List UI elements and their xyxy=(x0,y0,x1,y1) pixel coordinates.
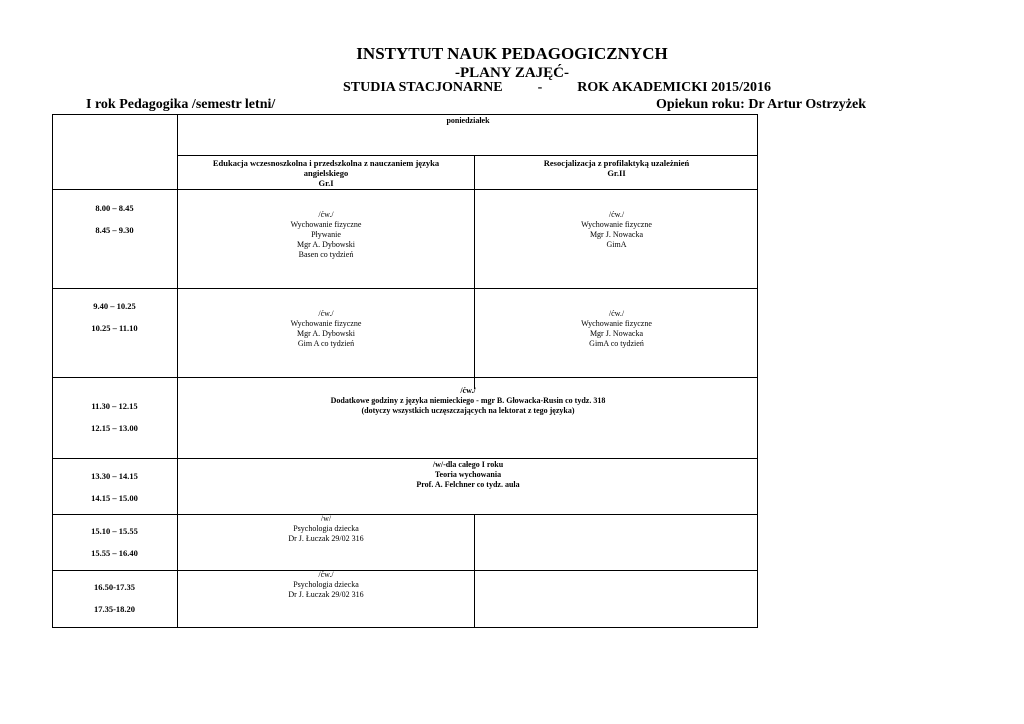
group-1-line2: angielskiego xyxy=(303,168,349,178)
time-slot-2b: 10.25 – 11.10 xyxy=(91,323,138,333)
class-r5-g1 xyxy=(178,514,474,544)
class-room: Basen co tydzień xyxy=(298,250,354,259)
group-2-line1: Resocjalizacja z profilaktyką uzależnień xyxy=(543,158,690,168)
time-slot-6a: 16.50-17.35 xyxy=(93,582,136,592)
class-type: /ćw./ xyxy=(460,386,476,395)
class-detail: Pływanie xyxy=(311,230,341,239)
class-subject: Dodatkowe godziny z języka niemieckiego - mgr B. Głowacka-Rusin co tydz. 318 xyxy=(330,396,606,405)
time-slot-3b: 12.15 – 13.00 xyxy=(91,423,138,433)
class-type: /ćw./ xyxy=(608,210,625,219)
class-room: GimA xyxy=(606,240,627,249)
time-slot-4b: 14.15 – 15.00 xyxy=(91,493,138,503)
studies-line xyxy=(45,80,1024,96)
class-teacher: Mgr A. Dybowski xyxy=(296,240,355,249)
time-slot-1a: 8.00 – 8.45 xyxy=(95,203,134,213)
class-r1-g2 xyxy=(475,210,758,250)
class-subject: Wychowanie fizyczne xyxy=(290,220,362,229)
group-1-line1: Edukacja wczesnoszkolna i przedszkolna z nauczaniem języka xyxy=(212,158,440,168)
class-subject: Teoria wychowania xyxy=(434,470,502,479)
group-2-line2: Gr.II xyxy=(607,168,626,178)
plan-title: -PLANY ZAJĘĆ- xyxy=(454,65,570,81)
class-teacher: Dr J. Łuczak 29/02 316 xyxy=(288,590,364,599)
class-subject: Psychologia dziecka xyxy=(293,524,359,533)
class-type: /ćw./ xyxy=(608,309,625,318)
class-type: /ćw./ xyxy=(318,309,334,318)
day-header: poniedziałek xyxy=(446,116,490,125)
class-room: Gim A co tydzień xyxy=(297,339,355,348)
class-r4-all xyxy=(178,460,758,490)
class-subject: Wychowanie fizyczne xyxy=(581,319,652,328)
time-slot-2a: 9.40 – 10.25 xyxy=(93,301,136,311)
class-type: /ćw./ xyxy=(318,210,334,219)
class-type: /w/-dla całego I roku xyxy=(432,460,504,469)
time-slot-5a: 15.10 – 15.55 xyxy=(91,526,138,536)
class-r1-g1 xyxy=(178,210,474,260)
class-subject: Psychologia dziecka xyxy=(293,580,359,589)
tutor-label: Opiekun roku: Dr Artur Ostrzyżek xyxy=(655,97,866,112)
class-room: GimA co tydzień xyxy=(589,339,644,348)
academic-year: ROK AKADEMICKI 2015/2016 xyxy=(577,80,771,95)
class-r6-g1 xyxy=(178,570,474,600)
institute-title: INSTYTUT NAUK PEDAGOGICZNYCH xyxy=(356,44,668,63)
class-subject: Wychowanie fizyczne xyxy=(581,220,652,229)
time-slot-4a: 13.30 – 14.15 xyxy=(91,471,138,481)
course-label: I rok Pedagogika /semestr letni/ xyxy=(86,97,276,112)
class-teacher: Prof. A. Felchner co tydz. aula xyxy=(416,480,520,489)
group-header-2 xyxy=(475,158,758,178)
group-1-line3: Gr.I xyxy=(318,178,334,188)
time-slot-3a: 11.30 – 12.15 xyxy=(91,401,138,411)
class-teacher: Mgr J. Nowacka xyxy=(589,230,644,239)
class-r2-g2 xyxy=(475,309,758,349)
class-type: /ćw./ xyxy=(318,570,334,579)
class-teacher: Dr J. Łuczak 29/02 316 xyxy=(288,534,364,543)
class-subject: Wychowanie fizyczne xyxy=(290,319,362,328)
studies-label: STUDIA STACJONARNE xyxy=(343,80,503,95)
time-slot-6b: 17.35-18.20 xyxy=(93,604,136,614)
class-teacher: Mgr A. Dybowski xyxy=(296,329,355,338)
studies-dash: - xyxy=(537,80,543,95)
class-type: /w/ xyxy=(320,514,332,523)
class-r3-all xyxy=(178,386,758,416)
class-note: (dotyczy wszystkich uczęszczających na lektorat z tego języka) xyxy=(361,406,575,415)
class-r2-g1 xyxy=(178,309,474,349)
time-slot-1b: 8.45 – 9.30 xyxy=(95,225,134,235)
group-header-1 xyxy=(178,158,474,188)
time-slot-5b: 15.55 – 16.40 xyxy=(91,548,138,558)
class-teacher: Mgr J. Nowacka xyxy=(589,329,644,338)
